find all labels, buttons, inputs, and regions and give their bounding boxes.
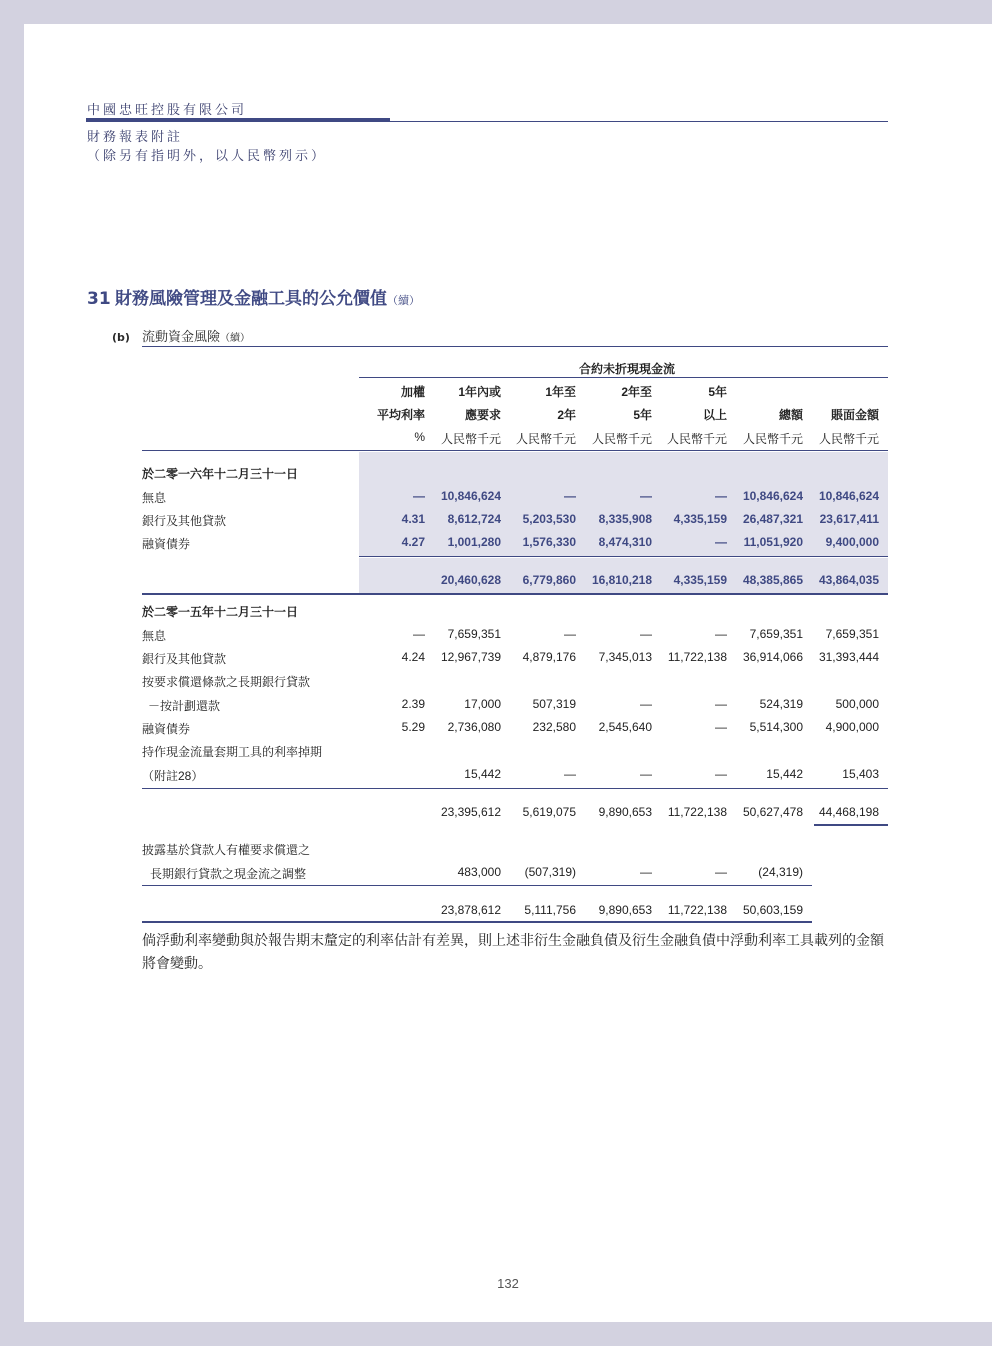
column-group-header: 合約未折現現金流	[579, 362, 676, 376]
table-cell: 43,864,035	[818, 573, 879, 587]
column-header-l1: 1年至	[545, 385, 576, 399]
table-cell: 1,576,330	[522, 535, 576, 549]
table-cell: 12,967,739	[440, 650, 501, 664]
subtotal-rule-2015	[142, 788, 888, 789]
table-cell: 5,203,530	[522, 512, 576, 526]
table-cell: 20,460,628	[440, 573, 501, 587]
table-cell: 15,403	[842, 767, 879, 781]
carrying-total-rule	[814, 824, 888, 826]
row-label: 長期銀行貸款之現金流之調整	[150, 867, 307, 881]
date-heading-2015: 於二零一五年十二月三十一日	[142, 605, 299, 619]
footnote-text: 倘浮動利率變動與於報告期末釐定的利率估計有差異，則上述非衍生金融負債及衍生金融負債中浮動利率工具載列的金額將會變動。	[142, 933, 884, 972]
header-subtitle-line1: 財務報表附註	[87, 130, 184, 145]
table-cell: 2,545,640	[598, 720, 652, 734]
table-cell: 15,442	[464, 767, 501, 781]
header-bottom-rule	[142, 450, 888, 451]
table-cell: 10,846,624	[440, 489, 501, 503]
row-label: 披露基於貸款人有權要求償還之	[142, 843, 311, 857]
table-cell: —	[564, 767, 576, 781]
subtotal-rule-2016	[359, 556, 888, 557]
table-cell: 5,111,756	[524, 903, 576, 917]
table-cell: —	[640, 767, 652, 781]
table-cell: —	[715, 865, 727, 879]
table-cell: 232,580	[532, 720, 576, 734]
column-header-l2: 以上	[702, 408, 727, 422]
row-label: （附註28）	[142, 769, 204, 783]
column-header-l3: 人民幣千元	[818, 432, 879, 446]
column-header-l2: 2年	[557, 408, 576, 422]
row-label: 銀行及其他貸款	[142, 652, 227, 666]
table-cell: 7,659,351	[825, 627, 879, 641]
column-header-l1: 2年至	[621, 385, 652, 399]
table-cell: 6,779,860	[522, 573, 576, 587]
section-continued: （續）	[387, 294, 420, 307]
table-cell: —	[413, 489, 425, 503]
table-cell: 507,319	[532, 697, 576, 711]
table-cell: 4,900,000	[825, 720, 879, 734]
table-cell: 500,000	[835, 697, 879, 711]
date-heading-2016: 於二零一六年十二月三十一日	[142, 467, 299, 481]
table-cell: 4,335,159	[673, 573, 727, 587]
row-label: 融資債券	[142, 722, 191, 736]
table-cell: —	[640, 697, 652, 711]
table-cell: 9,890,653	[598, 903, 652, 917]
table-cell: 4.31	[401, 512, 425, 526]
table-cell: 8,612,724	[447, 512, 501, 526]
row-label: 按要求償還條款之長期銀行貸款	[142, 675, 311, 689]
table-cell: 1,001,280	[447, 535, 501, 549]
column-header-l3: 人民幣千元	[666, 432, 727, 446]
column-header-l3: 人民幣千元	[515, 432, 576, 446]
table-cell: 16,810,218	[591, 573, 652, 587]
table-cell: 5.29	[401, 720, 425, 734]
table-cell: 4.24	[401, 650, 425, 664]
row-label: 無息	[142, 629, 167, 643]
table-cell: 17,000	[464, 697, 501, 711]
column-header-l2: 5年	[633, 408, 652, 422]
column-header-l3: %	[414, 430, 425, 444]
table-cell: 10,846,624	[742, 489, 803, 503]
table-cell: 11,722,138	[667, 805, 727, 819]
table-cell: 4.27	[401, 535, 425, 549]
company-name: 中國忠旺控股有限公司	[87, 103, 248, 118]
table-cell: 23,878,612	[440, 903, 501, 917]
document-page	[24, 24, 992, 1322]
table-cell: —	[715, 697, 727, 711]
table-cell: 26,487,321	[742, 512, 803, 526]
column-header-l1: 1年內或	[458, 385, 501, 399]
table-cell: 44,468,198	[818, 805, 879, 819]
table-cell: —	[564, 627, 576, 641]
table-cell: 8,335,908	[598, 512, 652, 526]
table-cell: 23,617,411	[819, 512, 879, 526]
table-cell: 23,395,612	[440, 805, 501, 819]
table-cell: (24,319)	[758, 865, 803, 879]
table-cell: 9,400,000	[825, 535, 879, 549]
section-number: 31	[87, 289, 111, 309]
table-cell: 50,603,159	[742, 903, 803, 917]
table-cell: —	[715, 535, 727, 549]
table-cell: 7,659,351	[749, 627, 803, 641]
header-subtitle-line2: （除另有指明外，以人民幣列示）	[87, 149, 328, 164]
row-label: 無息	[142, 491, 167, 505]
liquidity-table	[24, 24, 992, 1322]
table-cell: —	[715, 767, 727, 781]
row-label: 融資債券	[142, 537, 191, 551]
table-cell: (507,319)	[524, 865, 576, 879]
table-cell: 11,722,138	[667, 650, 727, 664]
table-cell: 31,393,444	[818, 650, 879, 664]
table-cell: —	[715, 489, 727, 503]
table-cell: —	[413, 627, 425, 641]
table-cell: 48,385,865	[742, 573, 803, 587]
column-header-l3: 人民幣千元	[591, 432, 652, 446]
table-cell: 5,514,300	[749, 720, 803, 734]
column-header-l1: 5年	[708, 385, 727, 399]
table-cell: 4,335,159	[673, 512, 727, 526]
column-header-l2: 平均利率	[376, 408, 425, 422]
column-header-l3: 人民幣千元	[440, 432, 501, 446]
table-cell: 11,722,138	[667, 903, 727, 917]
table-cell: 7,659,351	[447, 627, 501, 641]
table-cell: 483,000	[457, 865, 501, 879]
page-number: 132	[497, 1276, 519, 1291]
table-cell: —	[715, 720, 727, 734]
table-cell: —	[640, 865, 652, 879]
table-cell: 2.39	[401, 697, 425, 711]
column-header-l2: 總額	[778, 408, 803, 422]
subsection-label: (b)	[112, 331, 130, 344]
table-cell: 4,879,176	[522, 650, 576, 664]
table-cell: 8,474,310	[598, 535, 652, 549]
adjustment-rule	[142, 885, 812, 886]
column-header-l2: 賬面金額	[830, 408, 879, 422]
row-label: 持作現金流量套期工具的利率掉期	[142, 745, 323, 759]
row-label: －按計劃還款	[148, 699, 221, 713]
group-header-rule	[359, 377, 888, 378]
table-cell: —	[640, 489, 652, 503]
subsection-continued: （續）	[220, 333, 251, 344]
table-cell: 9,890,653	[598, 805, 652, 819]
table-cell: 10,846,624	[818, 489, 879, 503]
table-cell: —	[564, 489, 576, 503]
column-header-l1: 加權	[400, 385, 425, 399]
subsection-title-text: 流動資金風險	[142, 330, 221, 345]
table-cell: 524,319	[759, 697, 803, 711]
column-header-l2: 應要求	[464, 408, 501, 422]
table-cell: 15,442	[766, 767, 803, 781]
table-cell: 5,619,075	[522, 805, 576, 819]
row-label: 銀行及其他貸款	[142, 514, 227, 528]
table-cell: —	[640, 627, 652, 641]
grand-total-rule	[142, 921, 812, 923]
total-rule-2016	[142, 593, 888, 595]
table-cell: 11,051,920	[743, 535, 803, 549]
table-cell: 7,345,013	[598, 650, 652, 664]
table-cell: —	[715, 627, 727, 641]
table-cell: 36,914,066	[742, 650, 803, 664]
table-cell: 2,736,080	[447, 720, 501, 734]
table-cell: 50,627,478	[742, 805, 803, 819]
section-title-text: 財務風險管理及金融工具的公允價值	[115, 289, 387, 309]
column-header-l3: 人民幣千元	[742, 432, 803, 446]
